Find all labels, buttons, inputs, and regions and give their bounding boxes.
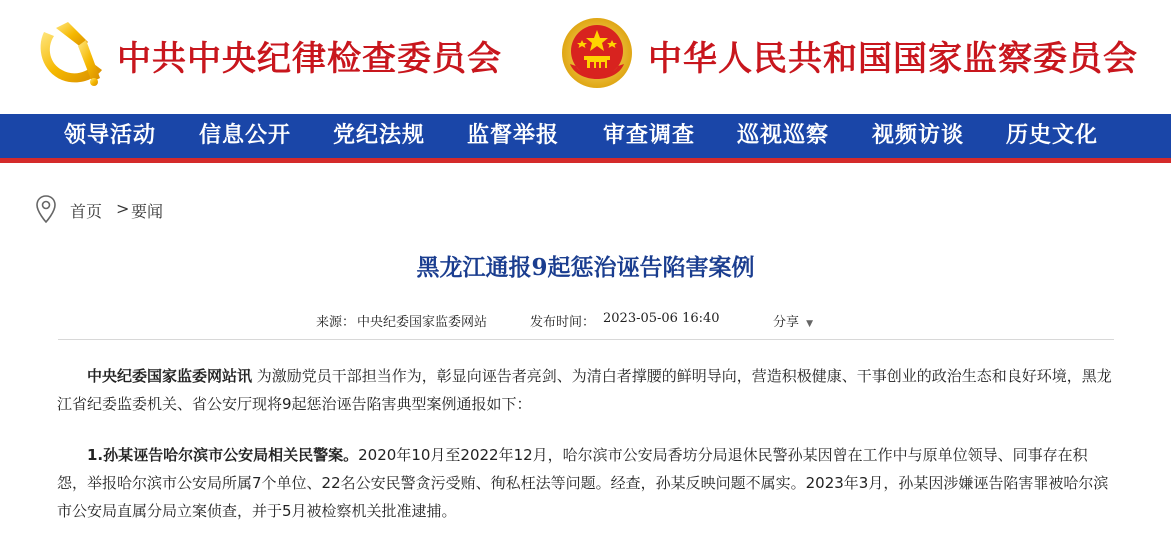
- nav-item-video[interactable]: 视频访谈: [872, 122, 965, 148]
- nav-item-info[interactable]: 信息公开: [199, 122, 292, 148]
- nav-item-investigation[interactable]: 审查调查: [603, 122, 696, 148]
- nav-item-history[interactable]: 历史文化: [1006, 122, 1099, 148]
- nav-item-regulations[interactable]: 党纪法规: [333, 122, 426, 148]
- meta-divider: [58, 339, 1114, 340]
- breadcrumb-current-link[interactable]: 要闻: [131, 202, 164, 221]
- article-paragraph-1: [57, 362, 1117, 418]
- source-label: 来源：: [316, 315, 356, 330]
- nav-item-report[interactable]: 监督举报: [467, 122, 560, 148]
- article-title: 黑龙江通报9起惩治诬告陷害案例: [416, 254, 755, 281]
- paragraph-1-lead: 中央纪委国家监委网站讯: [87, 367, 253, 385]
- share-button[interactable]: [773, 311, 813, 330]
- paragraph-1-body: 为激励党员干部担当作为，彰显向诬告者亮剑、为清白者撑腰的鲜明导向，营造积极健康、干事创业的政治生态和良好环境，黑龙江省纪委监委机关、省公安厅现将9起惩治诬告陷害典型案例通报如下：: [57, 367, 1112, 413]
- chevron-down-icon: ▼: [806, 319, 814, 329]
- share-label: 分享: [773, 315, 800, 330]
- paragraph-2-lead: 1.孙某诬告哈尔滨市公安局相关民警案。: [87, 446, 359, 464]
- breadcrumb-home-link[interactable]: 首页: [70, 202, 103, 221]
- org-name-ccdi[interactable]: 中共中央纪律检查委员会: [117, 39, 502, 79]
- main-nav: [0, 114, 1171, 163]
- site-header: [0, 0, 1171, 114]
- national-emblem-icon[interactable]: [560, 16, 634, 90]
- party-emblem-icon[interactable]: [34, 18, 106, 88]
- org-name-nsc[interactable]: 中华人民共和国国家监察委员会: [648, 39, 1138, 79]
- source-value: 中央纪委国家监委网站: [357, 315, 488, 330]
- publish-time-value: 2023-05-06 16:40: [603, 311, 720, 326]
- breadcrumb-separator: >: [116, 199, 130, 218]
- location-pin-icon: [36, 195, 56, 223]
- nav-item-leadership[interactable]: 领导活动: [64, 122, 157, 148]
- nav-item-inspection[interactable]: 巡视巡察: [737, 122, 830, 148]
- article-meta: [0, 311, 1171, 331]
- publish-time-label: 发布时间：: [530, 315, 596, 330]
- paragraph-2-body: 2020年10月至2022年12月，哈尔滨市公安局香坊分局退休民警孙某因曾在工作中与原单位领导、同事存在积怨，举报哈尔滨市公安局所属7个单位、22名公安民警贪污受贿、徇私枉法等问题。经查，孙某反映问题不属实。2023年3月，孙某因涉嫌诬告陷害罪被哈尔滨市公安局直属分局立案侦查，并于5月被检察机关批准逮捕。: [57, 446, 1109, 520]
- article-paragraph-2: [57, 441, 1117, 525]
